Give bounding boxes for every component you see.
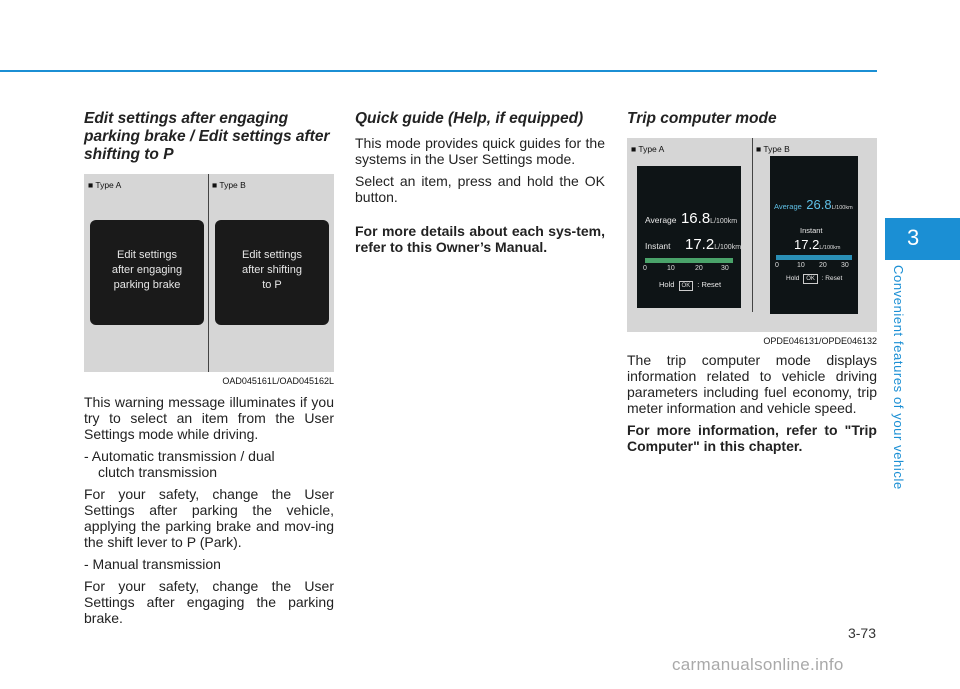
warning-message-box-b [215,220,329,325]
instant-value: 17.2 [794,237,820,252]
average-label: Average [774,202,802,211]
figure-divider [208,174,209,372]
instant-unit: L/100km [819,245,841,251]
figure-type-a-label: ■ Type A [88,180,122,190]
figure-code: OPDE046131/OPDE046132 [763,336,877,346]
gauge-tick: 30 [721,265,729,272]
column-trip-computer [627,110,877,460]
gauge-tick: 0 [643,265,647,272]
hold-reset-hint [659,280,721,291]
header-rule [0,70,877,72]
paragraph: This mode provides quick guides for the systems in the User Settings mode. [355,135,605,167]
figure-type-b-label: ■ Type B [756,144,790,154]
paragraph: For your safety, change the User Settings after engaging the parking brake. [84,578,334,626]
reset-text: : Reset [821,275,843,282]
figure-trip-computer [627,138,877,346]
reset-text: : Reset [697,280,722,289]
hold-text: Hold [659,280,675,289]
paragraph-bold: For more information, refer to "Trip Computer" in this chapter. [627,422,877,454]
list-item-automatic [84,448,334,480]
watermark: carmanualsonline.info [672,655,844,674]
figure-type-a-label: ■ Type A [631,144,665,154]
trip-display-b [770,156,858,314]
gauge-tick: 20 [695,265,703,272]
list-item-manual: - Manual transmission [84,556,221,572]
chapter-tab [885,218,960,260]
trip-display-a [637,166,741,308]
average-value: 16.8 [680,210,711,227]
average-value: 26.8 [806,197,832,212]
page-number: 3-73 [847,625,876,641]
gauge-tick: 10 [797,262,805,269]
hold-reset-hint [786,274,842,284]
figure-code: OAD045161L/OAD045162L [222,376,334,386]
instant-value: 17.2 [684,236,715,253]
column-edit-settings [84,110,334,632]
paragraph-bold: For more details about each sys-tem, refer to this Owner’s Manual. [355,223,605,255]
list-item-text: - Automatic transmission / dual [84,448,275,464]
chapter-title-vertical [882,265,930,495]
gauge-tick: 10 [667,265,675,272]
gauge-tick: 20 [819,262,827,269]
warning-message-text-a: Edit settings after engaging parking brake [111,249,183,291]
figure-type-b-label: ■ Type B [212,180,246,190]
instant-label: Instant [645,241,671,251]
section-heading-quick-guide: Quick guide (Help, if equipped) [355,110,584,127]
ok-key-icon: OK [679,281,694,291]
section-heading-trip-computer: Trip computer mode [627,110,777,127]
average-unit: L/100km [710,218,738,225]
ok-key-icon: OK [803,274,818,284]
average-unit: L/100km [831,205,853,211]
instant-gauge-bar [645,258,733,263]
hold-text: Hold [786,275,800,282]
paragraph: The trip computer mode displays information related to vehicle driving parameters including fuel economy, trip meter information and vehicle speed. [627,352,877,416]
paragraph: For your safety, change the User Settings after parking the vehicle, applying the parking brake and mov-ing the shift lever to P (Park). [84,486,334,550]
warning-message-box-a [90,220,204,325]
instant-label: Instant [800,226,823,235]
figure-edit-settings [84,174,334,386]
list-item-text-cont: clutch transmission [98,464,218,480]
chapter-number: 3 [907,225,920,250]
instant-gauge-bar [776,255,852,260]
figure-divider [752,138,753,312]
gauge-tick: 30 [841,262,849,269]
chapter-title: Convenient features of your vehicle [891,265,906,490]
column-quick-guide [355,110,605,261]
paragraph: Select an item, press and hold the OK button. [355,173,605,205]
average-label: Average [645,215,677,225]
paragraph: This warning message illuminates if you try to select an item from the User Settings mode while driving. [84,394,334,442]
instant-unit: L/100km [714,244,742,251]
section-heading-edit-settings: Edit settings after engaging parking brake / Edit settings after shifting to P [84,110,330,163]
warning-message-text-b: Edit settings after shifting to P [242,249,302,291]
gauge-tick: 0 [775,262,779,269]
